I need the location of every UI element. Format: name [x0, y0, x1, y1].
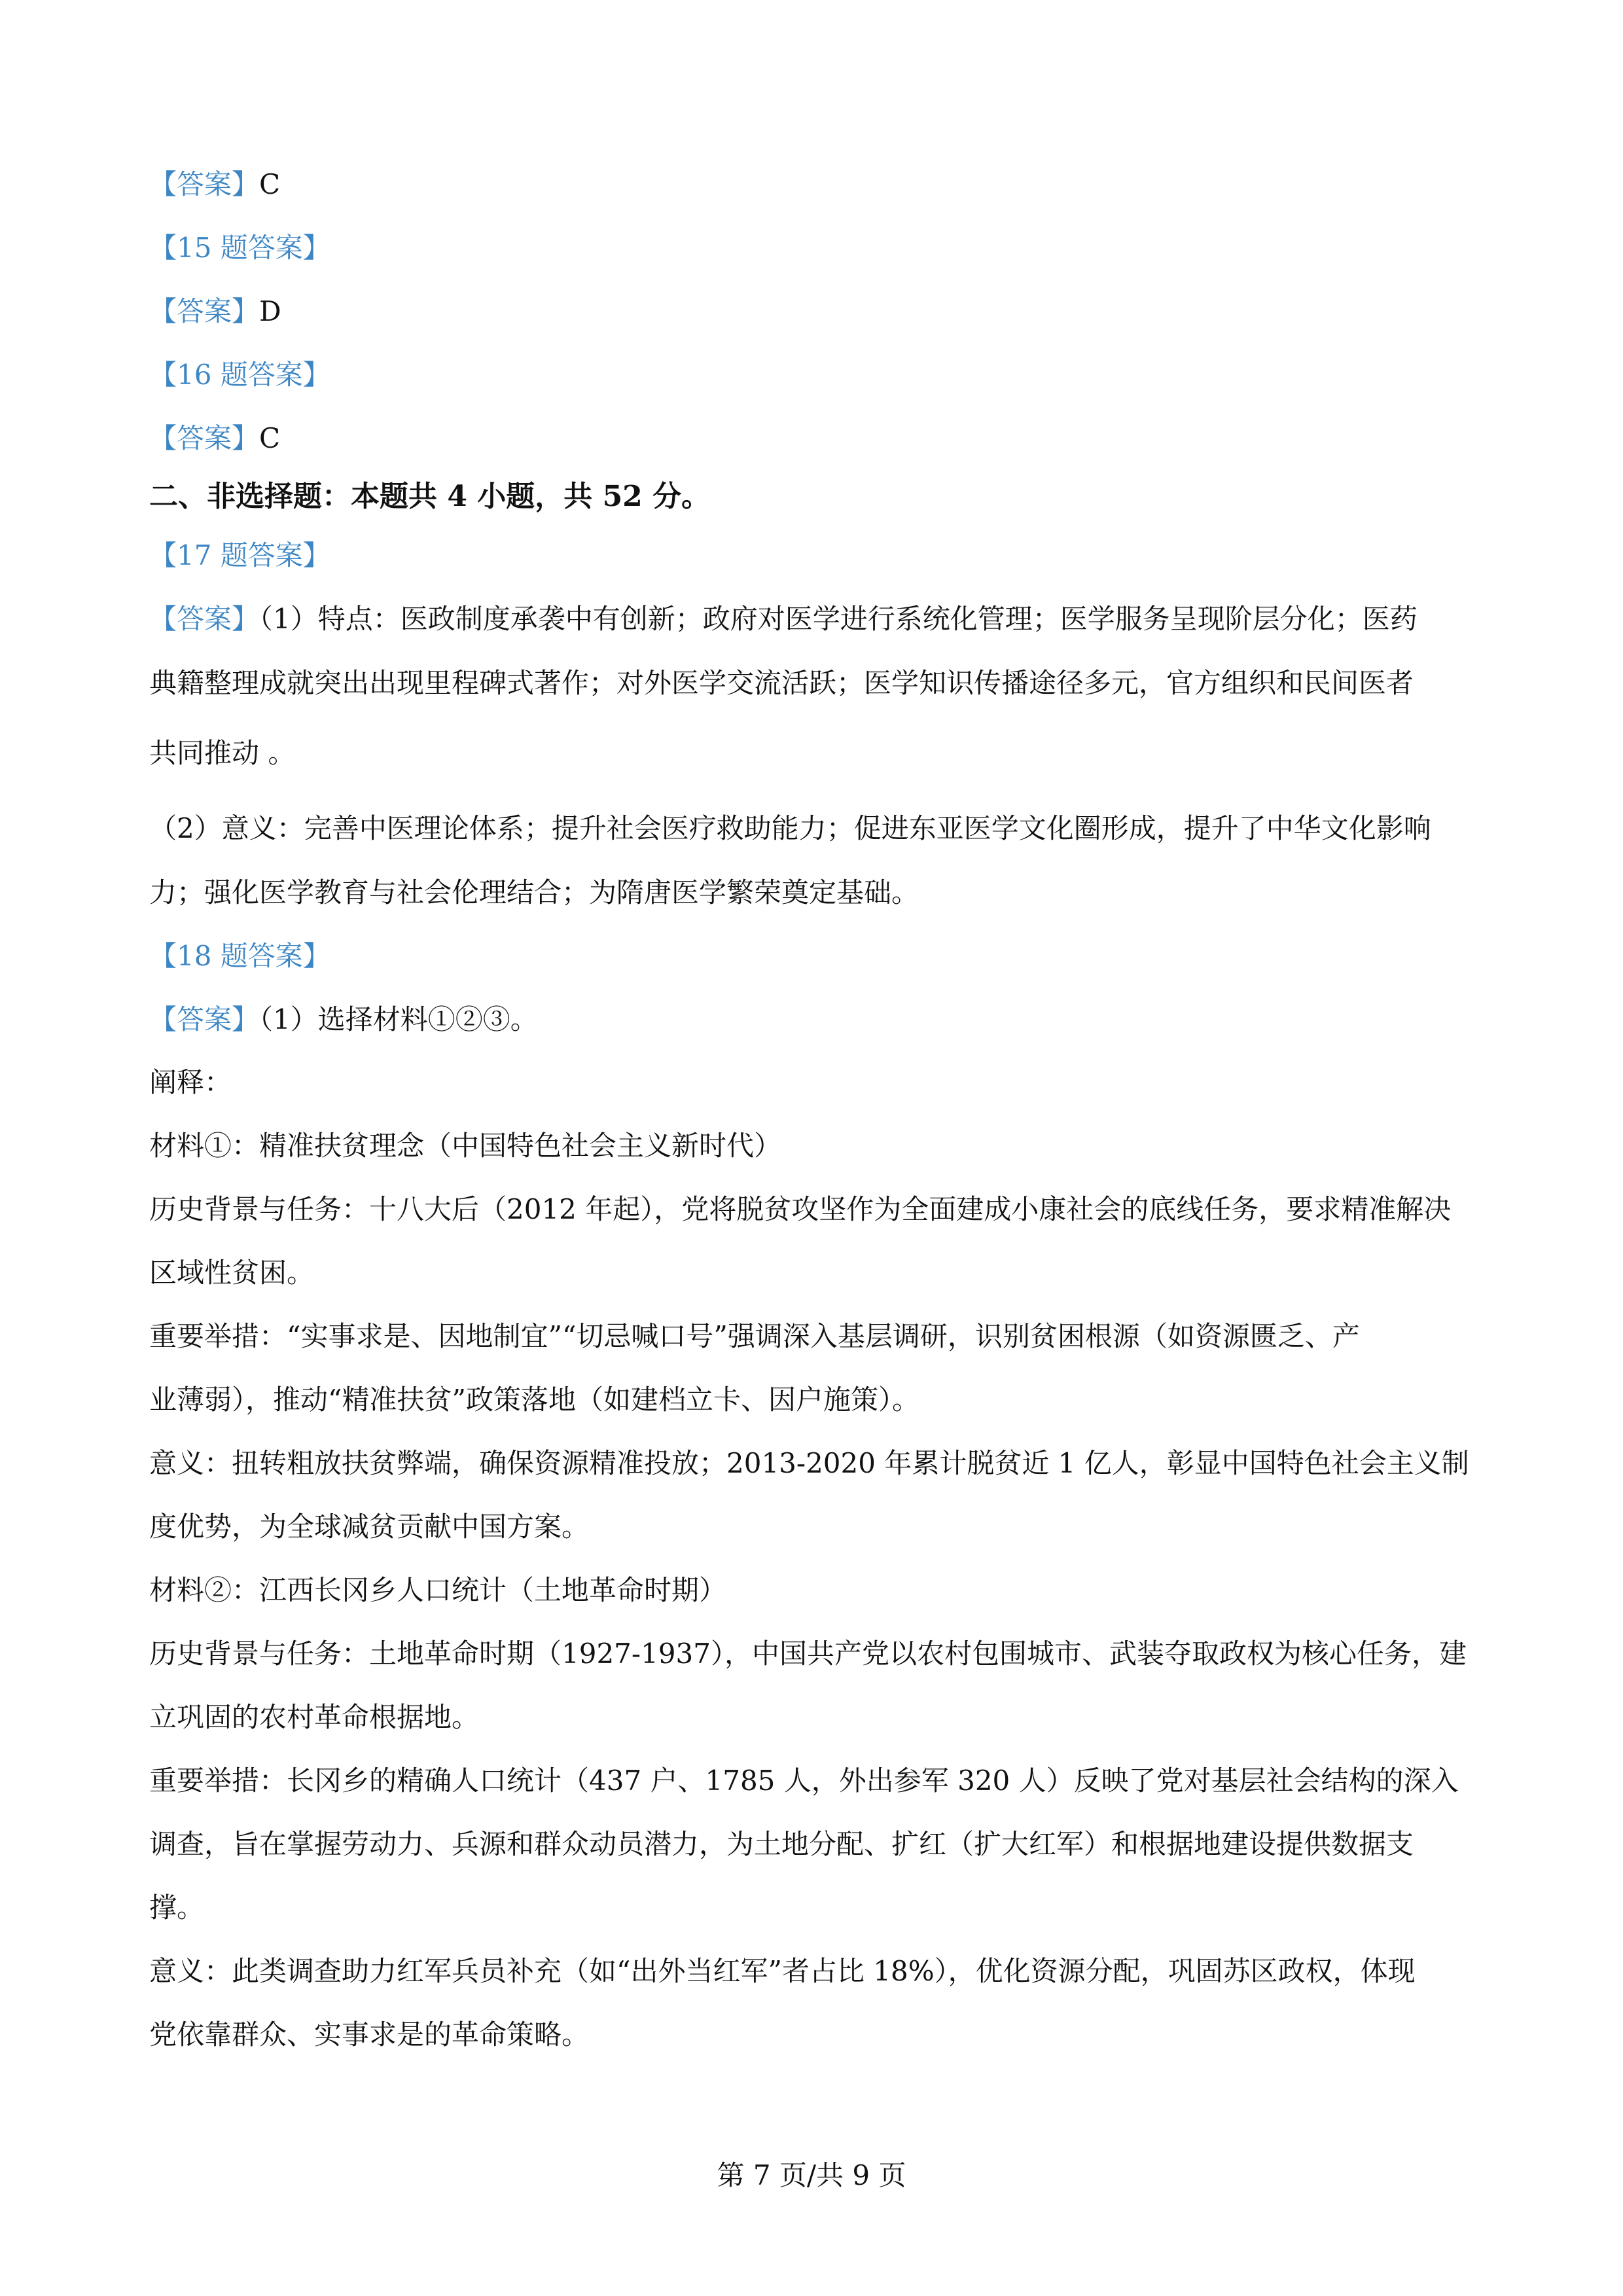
answer-tag: 【答案】 — [149, 422, 260, 454]
paragraph-line: 党依靠群众、实事求是的革命策略。 — [149, 2018, 590, 2051]
paragraph-line: 共同推动 。 — [149, 737, 296, 769]
question-tag: 【18 题答案】 — [149, 940, 330, 972]
answer-line — [149, 295, 1484, 329]
paragraph-line: 撑。 — [149, 1892, 205, 1924]
paragraph-line: 力；强化医学教育与社会伦理结合；为隋唐医学繁荣奠定基础。 — [149, 876, 919, 908]
question-18-header — [149, 939, 1484, 973]
question-tag: 【17 题答案】 — [149, 539, 330, 571]
question-tag: 【16 题答案】 — [149, 359, 330, 391]
answer-value: D — [259, 295, 281, 327]
answer-value: C — [259, 168, 281, 200]
paragraph-line: 意义：扭转粗放扶贫弊端，确保资源精准投放；2013-2020 年累计脱贫近 1 亿人，彰显中国特色社会主义制 — [149, 1447, 1469, 1479]
paragraph-line: 立巩固的农村革命根据地。 — [149, 1701, 480, 1733]
answer-line — [149, 1003, 1484, 1037]
question-16-header — [149, 358, 1484, 392]
paragraph-line: 区域性贫困。 — [149, 1257, 315, 1289]
paragraph-line: 度优势，为全球减贫贡献中国方案。 — [149, 1511, 590, 1543]
answer-line — [149, 168, 1484, 202]
paragraph-line: 意义：此类调查助力红军兵员补充（如“出外当红军”者占比 18%），优化资源分配，巩固苏区政权，体现 — [149, 1955, 1416, 1987]
question-tag: 【15 题答案】 — [149, 232, 330, 264]
answer-line — [149, 602, 1484, 636]
answer-line — [149, 422, 1484, 456]
answer-text: （1）选择材料①②③。 — [259, 1003, 538, 1035]
paragraph-line: 材料①：精准扶贫理念（中国特色社会主义新时代） — [149, 1130, 782, 1162]
paragraph-line: 历史背景与任务：土地革命时期（1927-1937），中国共产党以农村包围城市、武装夺取政权为核心任务，建 — [149, 1638, 1467, 1670]
answer-tag: 【答案】 — [149, 1003, 260, 1035]
paragraph-line: 业薄弱），推动“精准扶贫”政策落地（如建档立卡、因户施策）。 — [149, 1384, 919, 1416]
question-17-header — [149, 539, 1484, 573]
section-heading: 二、非选择题：本题共 4 小题，共 52 分。 — [149, 480, 711, 513]
paragraph-line: （2）意义：完善中医理论体系；提升社会医疗救助能力；促进东亚医学文化圈形成，提升了中华文化影响 — [149, 812, 1431, 844]
answer-tag: 【答案】 — [149, 295, 260, 327]
answer-tag: 【答案】 — [149, 603, 260, 635]
paragraph-line: 调查，旨在掌握劳动力、兵源和群众动员潜力，为土地分配、扩红（扩大红军）和根据地建设提供数据支 — [149, 1828, 1414, 1860]
paragraph-line: 重要举措：长冈乡的精确人口统计（437 户、1785 人，外出参军 320 人）反映了党对基层社会结构的深入 — [149, 1765, 1459, 1797]
page-footer: 第 7 页/共 9 页 — [717, 2159, 906, 2191]
paragraph-line: 历史背景与任务：十八大后（2012 年起），党将脱贫攻坚作为全面建成小康社会的底线任务，要求精准解决 — [149, 1193, 1452, 1225]
paragraph-line: 典籍整理成就突出出现里程碑式著作；对外医学交流活跃；医学知识传播途径多元，官方组织和民间医者 — [149, 667, 1414, 699]
paragraph-line: 阐释： — [149, 1066, 232, 1098]
paragraph-line: 材料②：江西长冈乡人口统计（土地革命时期） — [149, 1574, 727, 1606]
question-15-header — [149, 231, 1484, 265]
answer-tag: 【答案】 — [149, 168, 260, 200]
answer-text: （1）特点：医政制度承袭中有创新；政府对医学进行系统化管理；医学服务呈现阶层分化；医药 — [259, 603, 1418, 635]
paragraph-line: 重要举措：“实事求是、因地制宜”“切忌喊口号”强调深入基层调研，识别贫困根源（如资源匮乏、产 — [149, 1320, 1360, 1352]
answer-value: C — [259, 422, 281, 454]
